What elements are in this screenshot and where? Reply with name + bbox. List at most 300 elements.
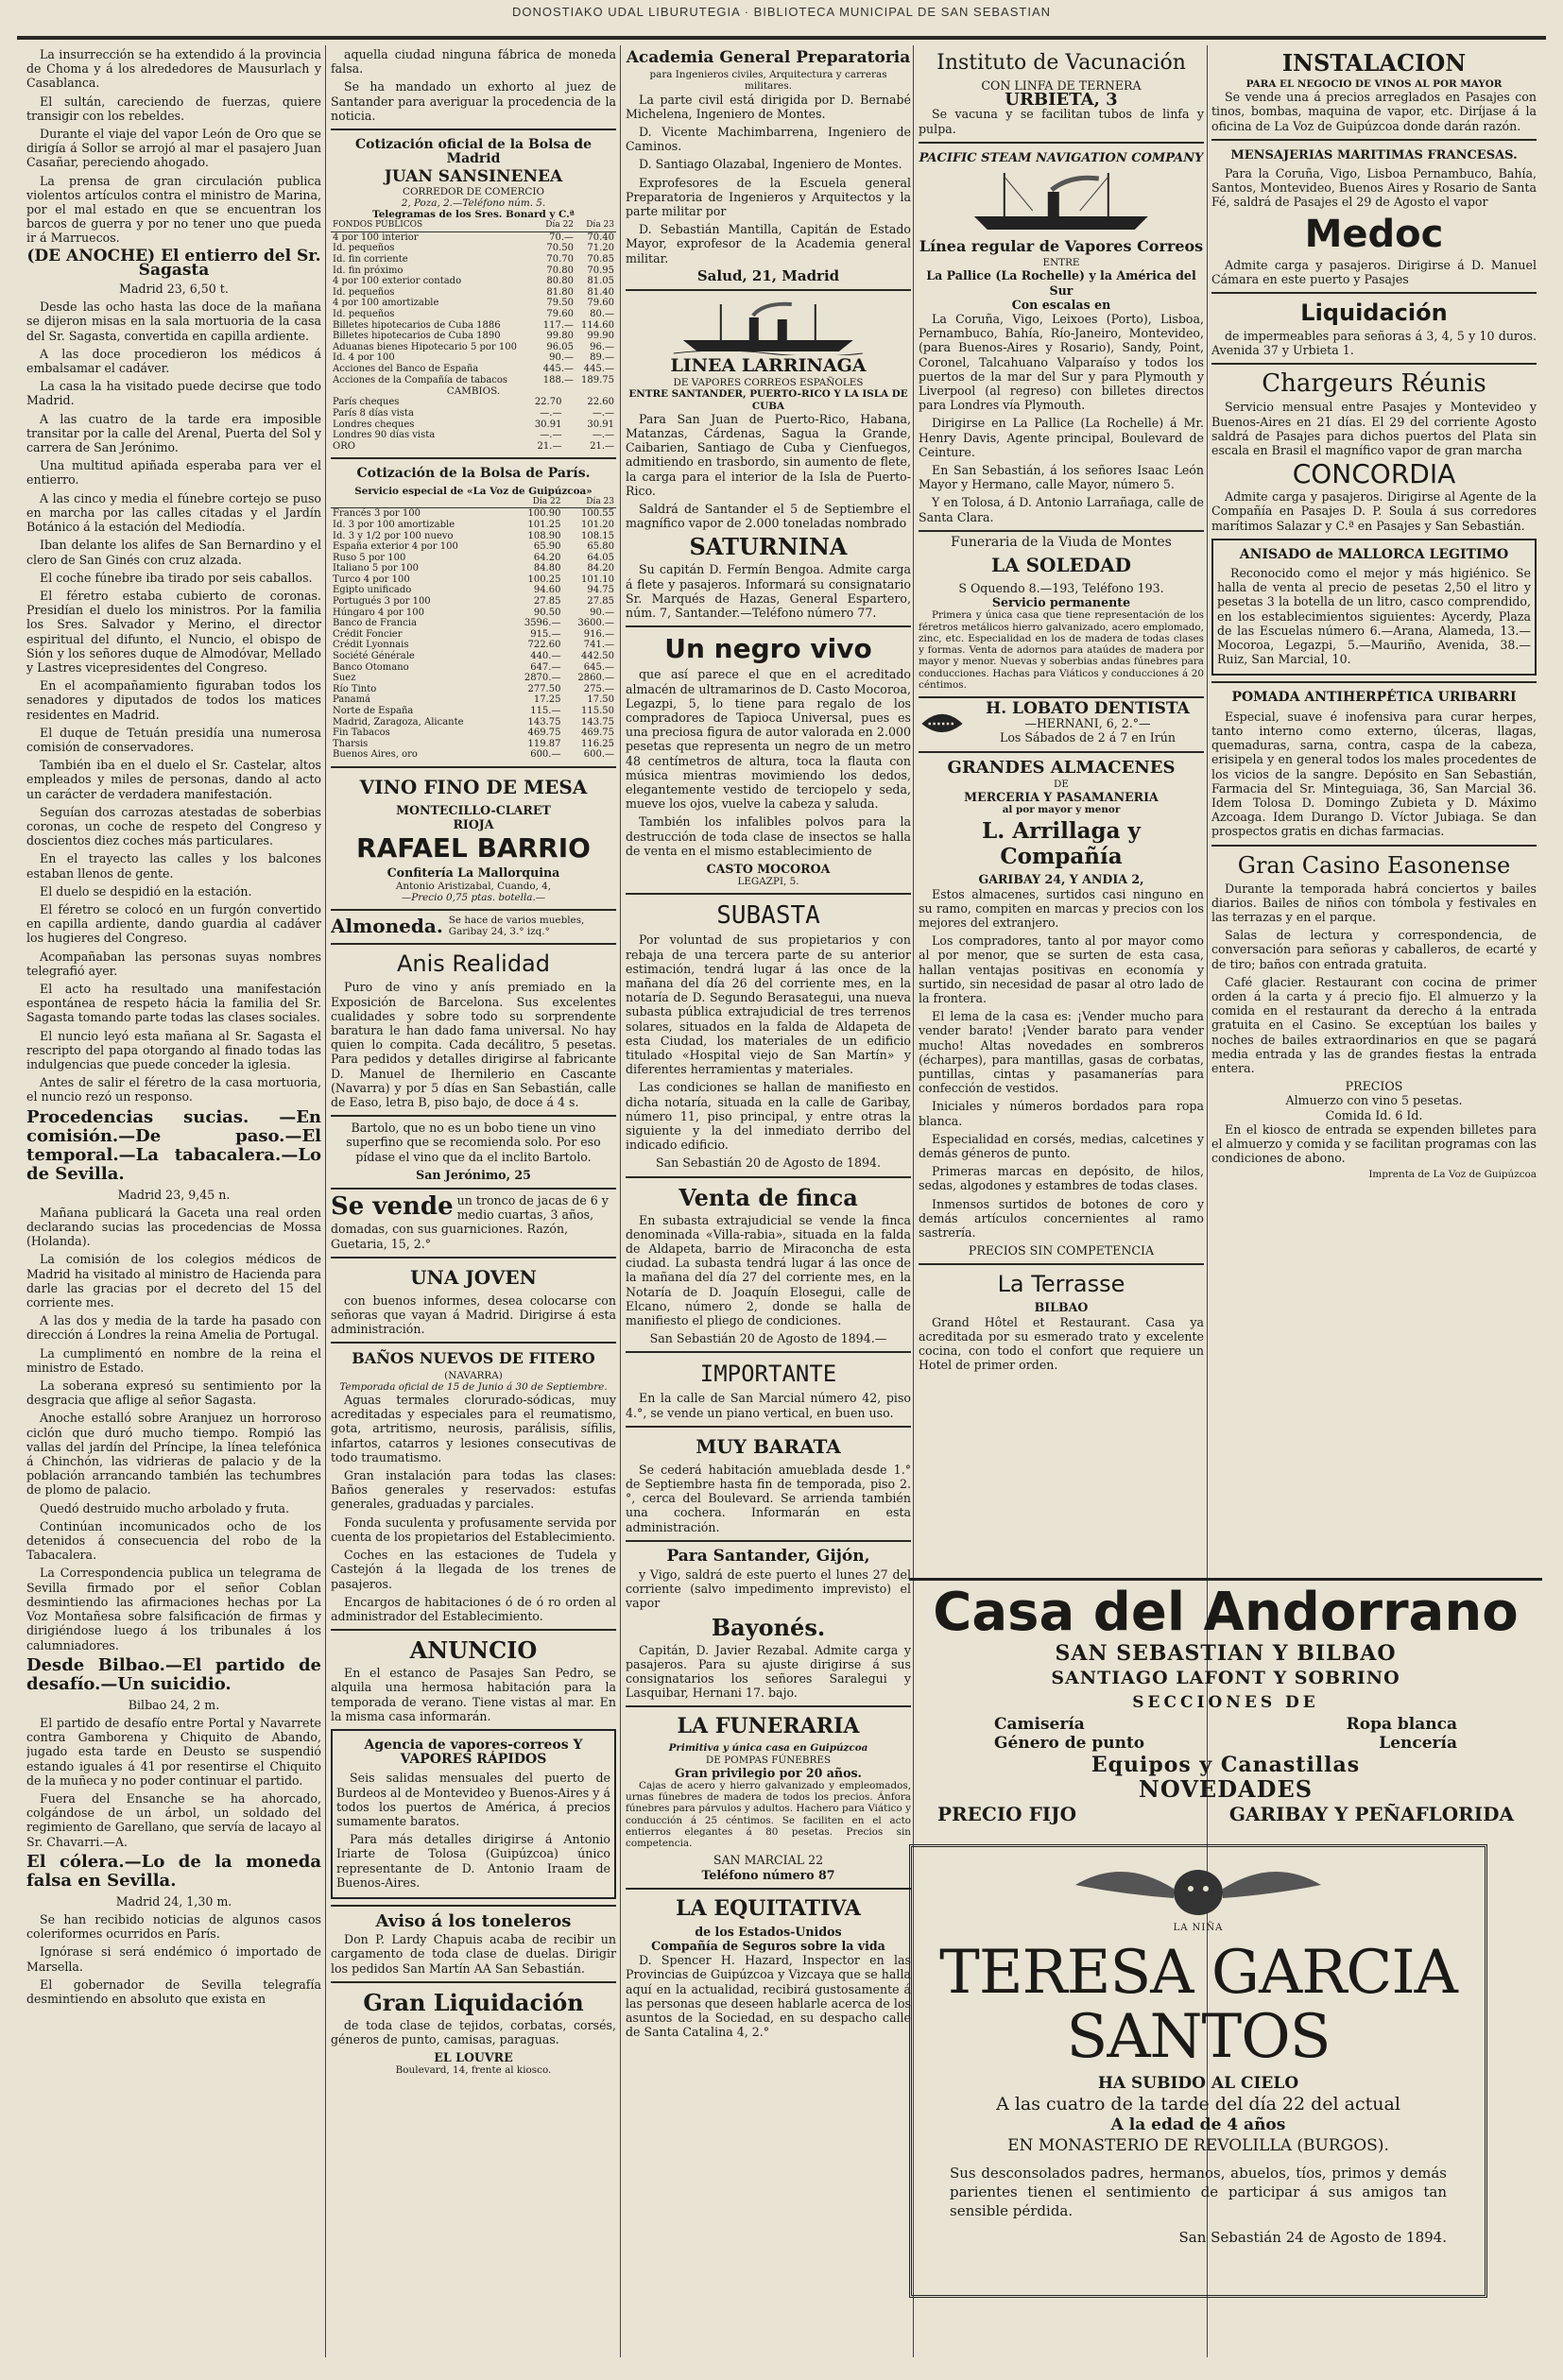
imprint: Imprenta de La Voz de Guipúzcoa [1368, 1169, 1537, 1181]
table-row [331, 254, 616, 265]
ad-subtitle: ENTRE SANTANDER, PUERTO-RICO Y LA ISLA DE CUBA [628, 388, 908, 412]
security-name: Suez [333, 673, 356, 684]
table-header: Día 23 [562, 497, 616, 508]
quote-value: 70.— [549, 231, 575, 243]
ad-text: Por voluntad de sus propietarios y con rebaja de una tercera parte de su anterior estimación, tendrá lugar á las once de la mañana del día 26 del corriente mes, en la notaría de D. Segundo Berasategui, una nueva subasta pública extrajudicial de tres terrenos solares, situados en la falda de Aldapeta de esta Ciudad, los materiales de un edificio titulado «Hospital viejo de San Martín» y diferentes herramientas y materiales. [626, 933, 911, 1077]
dateline: Madrid 23, 6,50 t. [119, 282, 229, 297]
ad-text: Primeras marcas en depósito, de hilos, sedas, algodones y estambres de todas clases. [919, 1164, 1204, 1193]
security-name: 4 por 100 interior [333, 231, 419, 243]
ad-title: RAFAEL BARRIO [356, 832, 591, 865]
security-name: Crédit Lyonnais [333, 640, 409, 651]
quote-value: 21.— [537, 440, 562, 452]
news-paragraph: Fuera del Ensanche se ha ahorcado, colgándose de un árbol, un soldado del regimiento de Garellano, que servía de lacayo al Sr. Chavarri.—A. [26, 1790, 321, 1849]
ad-title: INSTALACION [1281, 49, 1467, 77]
ad-subtitle: Con escalas en [1011, 297, 1111, 312]
ad-text: Grand Hôtel et Restaurant. Casa ya acreditada por su esmerado trato y excelente cocina, con todo el confort que requiere un Hotel de primer orden. [919, 1314, 1204, 1373]
madrid-stock-quotes [331, 128, 616, 452]
sections-row [909, 1715, 1542, 1734]
ad-subtitle: para Ingenieros civiles, Arquitectura y carreras militares. [649, 69, 887, 93]
quote-value: 600.— [530, 749, 561, 761]
ad-subtitle: Equipos y Canastillas [1091, 1753, 1361, 1777]
price-line: Almuerzo con vino 5 pesetas. [1285, 1093, 1463, 1108]
quote-value: 100.55 [581, 508, 614, 520]
table-row [331, 728, 616, 739]
ad-bartolo [331, 1115, 616, 1182]
steamship-illustration [654, 299, 883, 355]
table-row [331, 629, 616, 641]
ad-subtitle: Servicio permanente [991, 595, 1131, 610]
ad-title: UNA JOVEN [410, 1265, 537, 1289]
column-5 [1211, 47, 1537, 1558]
quote-value: —.— [592, 407, 614, 419]
ad-text: Especialidad en corsés, medias, calcetines y demás géneros de punto. [919, 1131, 1204, 1160]
quote-value: 81.80 [546, 286, 575, 298]
ad-se-vende [331, 1188, 616, 1251]
table-row [331, 298, 616, 309]
table-row [331, 352, 616, 364]
ad-title: ANISADO de MALLORCA LEGITIMO [1239, 546, 1509, 562]
notice-line: A las cuatro de la tarde del día 22 del actual [996, 2094, 1400, 2115]
ad-text: También los infalibles polvos para la destrucción de toda clase de insectos se halla de venta en el mismo establecimiento de [626, 814, 911, 858]
ad-text: Fonda suculenta y profusamente servida por cuenta de los propietarios del Establecimiento. [331, 1515, 616, 1544]
ad-liquidacion [1211, 292, 1537, 357]
ad-store: EL LOUVRE [434, 2050, 513, 2065]
security-name: Id. pequeños [333, 243, 395, 254]
quote-value: 21.— [590, 440, 614, 452]
ad-text: Admite carga y pasajeros. Dirigirse á D. Manuel Cámara en este puerto y Pasajes [1211, 257, 1537, 286]
column-divider [620, 45, 621, 2357]
news-headline: Desde Bilbao.—El partido de desafío.—Un suicidio. [26, 1654, 321, 1694]
quote-value: 99.90 [587, 331, 614, 342]
ad-text: Para más detalles dirigirse á Antonio Iriarte de Tolosa (Guipúzcoa) único representante de D. Antonio Iraam de Buenos-Aires. [336, 1832, 610, 1890]
ad-anisado-mallorca [1211, 539, 1537, 676]
ad-text: D. Vicente Machimbarrena, Ingeniero de Caminos. [626, 125, 911, 154]
ad-address: Antonio Aristizabal, Cuando, 4, [395, 880, 552, 892]
ad-text: Dirigirse en La Pallice (La Rochelle) á Mr. Henry Davis, Agente principal, Boulevard de Ceinture. [919, 416, 1204, 459]
ad-text: de toda clase de tejidos, corbatas, corsés, géneros de punto, camisas, paraguas. [331, 2017, 616, 2046]
ad-address: LEGAZPI, 5. [737, 876, 799, 888]
broker-role: CORREDOR DE COMERCIO [403, 185, 544, 197]
ad-address: GARIBAY Y PEÑAFLORIDA [1228, 1803, 1514, 1825]
ad-subtitle: DE POMPAS FÚNEBRES [705, 1754, 832, 1766]
ad-text: La Coruña, Vigo, Leixoes (Porto), Lisboa, Pernambuco, Bahía, Río-Janeiro, Montevideo, (para Buenos-Aires y Rosario), Sandy, Point, Coronel, Talcahuano Valparaíso y todos los puertos de la mar del Sur y para Plymouth y Liverpool (al regreso) con billetes directos para Londres vía Plymouth. [919, 312, 1204, 413]
ad-text: En subasta extrajudicial se vende la finca denominada «Villa-rabia», situada en la falda de Aldapeta, barrio de Miraconcha de esta ciudad. La subasta tendrá lugar á las once de la mañana del día 27 del corriente mes, en la Notaría de D. Joaquín Elosegui, calle de Elcano, número 2, donde se halla de manifiesto el pliego de condiciones. [626, 1212, 911, 1328]
section-item: Lencería [1379, 1734, 1457, 1753]
ad-agencia-vapores [331, 1729, 616, 1899]
ad-text: El lema de la casa es: ¡Vender mucho para vender barato! ¡Vender barato para vender mucho! Altas novedades en sombreros (écharpes), para mantillas, gasas de corbatas, puntillas, cintas y pasamanerías para confección de vestidos. [919, 1009, 1204, 1096]
security-name: Norte de España [333, 706, 414, 716]
ad-toneleros [331, 1905, 616, 1976]
table-row [331, 231, 616, 243]
ad-chargeurs-reunis [1211, 363, 1537, 532]
column-3 [626, 47, 911, 2361]
news-paragraph: Antes de salir el féretro de la casa mortuoria, el nuncio rezó un responso. [26, 1075, 321, 1104]
security-name: París cheques [333, 397, 400, 408]
news-paragraph: Se ha mandado un exhorto al juez de Santander para averiguar la procedencia de la noticia. [331, 79, 616, 123]
ad-text: Seis salidas mensuales del puerto de Burdeos al de Montevideo y Buenos-Aires y á todos los puertos de América, á precios sumamente baratos. [336, 1771, 610, 1828]
security-name: Acciones del Banco de España [333, 363, 479, 374]
quote-value: 117.— [542, 319, 575, 331]
section-item: Ropa blanca [1346, 1715, 1457, 1734]
ad-subtitle: Línea regular de Vapores Correos [919, 237, 1204, 256]
news-paragraph: El duelo se despidió en la estación. [40, 883, 252, 899]
ad-subtitle: de los Estados-Unidos [695, 1924, 842, 1939]
quote-value: 70.80 [546, 265, 575, 276]
news-headline: (DE ANOCHE) El entierro del Sr. Sagasta [26, 246, 321, 280]
news-paragraph: A las cuatro de la tarde era imposible transitar por la calle del Arenal, Puerta del Sol y carrera de San Jerónimo. [26, 411, 321, 455]
ad-date: San Sebastián 20 de Agosto de 1894. [655, 1156, 882, 1171]
ad-venta-finca [626, 1176, 911, 1346]
quote-value: 143.75 [581, 716, 614, 728]
ad-title: PACIFIC STEAM NAVIGATION COMPANY [919, 150, 1204, 165]
news-paragraph: El acto ha resultado una manifestación espontánea de respeto hácia la familia del Sr. Sagasta tomando parte todas las clases sociales. [26, 981, 321, 1025]
steamship-illustration [947, 169, 1176, 235]
ad-pomada [1211, 681, 1537, 838]
ad-text: que así parece el que en el acreditado almacén de ultramarinos de D. Casto Mocoroa, Legazpi, 5, lo tiene para regalo de los compradores de Tapioca Universal, pues es una preciosa figura de autor valorada en 2.000 pesetas que representa un negro de un metro 48 centímetros de altura, toca la flauta con música mientras movimiendo los dedos, elegantemente vestido de terciopelo y seda, mueve los ojos, vuelve la cabeza y saluda. [626, 667, 911, 812]
ad-text: En la calle de San Marcial número 42, piso 4.°, se vende un piano vertical, en buen uso. [626, 1391, 911, 1420]
ad-title: MUY BARATA [696, 1434, 841, 1458]
security-name: Buenos Aires, oro [333, 749, 418, 761]
archive-header: DONOSTIAKO UDAL LIBURUTEGIA · BIBLIOTECA MUNICIPAL DE SAN SEBASTIAN [511, 5, 1052, 19]
exchange-table [331, 397, 616, 452]
security-name: Italiano 5 por 100 [333, 563, 419, 574]
quote-value: 2870.— [524, 673, 561, 684]
ad-subasta [626, 893, 911, 1170]
section-item: Género de punto [994, 1734, 1145, 1753]
security-name: Crédit Foncier [333, 628, 403, 640]
news-paragraph: El sultán, careciendo de fuerzas, quiere transigir con los rebeldes. [26, 94, 321, 123]
ad-text: Aguas termales clorurado-sódicas, muy acreditadas y especiales para el reumatismo, gota, artritismo, neurosis, parálisis, sífilis, infartos, catarros y lesiones consecutivas de todo traumatismo. [331, 1393, 616, 1464]
news-paragraph: Iban delante los alifes de San Bernardino y el clero de San Ginés con cruz alzada. [26, 538, 321, 567]
quote-value: 79.60 [587, 298, 614, 309]
quote-value: 440.— [530, 651, 561, 662]
ad-text: En San Sebastián, á los señores Isaac León Mayor y Hermano, calle Mayor, número 5. [919, 463, 1204, 492]
ad-text: Se hace de varios muebles, Garibay 24, 3.° izq.° [448, 914, 585, 938]
ad-subtitle: BILBAO [1034, 1300, 1089, 1315]
dateline: Madrid 23, 9,45 n. [117, 1187, 231, 1202]
ad-title: La Terrasse [997, 1271, 1125, 1298]
ad-title: Academia General Preparatoria [626, 48, 911, 67]
security-name: Banco Otomano [333, 661, 409, 673]
quote-value: 27.85 [533, 596, 561, 608]
ad-store: CASTO MOCOROA [706, 861, 831, 876]
news-paragraph: El féretro se colocó en un furgón convertido en capilla ardiente, dando guardia al cadáver los hugieres del Congreso. [26, 901, 321, 946]
ad-text: Don P. Lardy Chapuis acaba de recibir un cargamento de toda clase de duelas. Dirigir los pedidos San Martín AA San Sebastián. [331, 1932, 616, 1976]
security-name: Turco 4 por 100 [333, 574, 410, 585]
broker-telegrams: Telegramas de los Sres. Bonard y C.ª [372, 209, 575, 221]
ad-title: LA SOLEDAD [991, 554, 1131, 577]
ad-text: D. Spencer H. Hazard, Inspector en las Provincias de Guipúzcoa y Vizcaya que se halla aquí en la actualidad, recibirá gustosamente á las personas que deseen hablarle acerca de los asuntos de la Sociedad, en su despacho calle de Santa Catalina 4, 2.° [626, 1953, 911, 2040]
news-paragraph: La prensa de gran circulación publica violentos artículos contra el ministro de Marina, por el mal estado en que se encuentran los barcos de guerra y por no tener uno que pueda ir á Marruecos. [26, 173, 321, 246]
ad-text: Gran instalación para todas las clases: Baños generales y reservados: estufas generales, graduadas y parciales. [331, 1468, 616, 1512]
ad-importante [626, 1351, 911, 1419]
ad-text: Y en Tolosa, á D. Antonio Larrañaga, calle de Santa Clara. [919, 495, 1204, 524]
ad-title: Instituto de Vacunación [936, 51, 1186, 75]
ad-text: Durante la temporada habrá conciertos y bailes diarios. Bailes de niños con tómbola y festivales en las terrazas y en el parque. [1211, 881, 1537, 924]
ad-text: En el kiosco de entrada se expenden billetes para el almuerzo y comida y se facilitan programas con las condiciones de abono. [1211, 1122, 1537, 1166]
news-paragraph: La cumplimentó en nombre de la reina el ministro de Estado. [26, 1345, 321, 1375]
security-name: Société Générale [333, 651, 415, 662]
ad-text: Salas de lectura y correspondencia, de conversación para señoras y caballeros, de ecarté y de tiro; baños con entrada gratuita. [1211, 928, 1537, 971]
ad-title: Casa del Andorrano [933, 1582, 1519, 1643]
news-paragraph: Ignórase si será endémico ó importado de Marsella. [26, 1944, 321, 1974]
security-name: España exterior 4 por 100 [333, 541, 458, 553]
ad-text: Reconocido como el mejor y más higiénico. Se halla de venta al precio de pesetas 2,50 el litro y pesetas 3 la botella de un litro, casco comprendido, en los establecimientos siguientes: Aycerdy, Plaza de las Escuelas número 6.—Arana, Alameda, 13.—Mocoroa, Legazpi, 5.—Mauriño, Avenida, 38.—Ruiz, San Marcial, 10. [1217, 566, 1531, 667]
ad-subtitle: Confitería La Mallorquina [386, 865, 560, 881]
ad-text: Admite carga y pasajeros. Dirigirse al Agente de la Compañía en Pasajes D. P. Soula á sus corredores marítimos Salazar y C.ª en Pasajes y San Sebastián. [1211, 489, 1537, 533]
ad-owners: SANTIAGO LAFONT Y SOBRINO [1051, 1668, 1400, 1688]
ad-title: LA FUNERARIA [677, 1714, 860, 1739]
ad-subtitle: (NAVARRA) [444, 1369, 503, 1381]
prices-heading: PRECIOS [1345, 1079, 1403, 1094]
security-name: Aduanas bienes Hipotecario 5 por 100 [333, 341, 517, 352]
table-header: Día 23 [575, 220, 616, 231]
security-name: Id. 3 por 100 amortizable [333, 519, 455, 530]
quote-value: 115.— [530, 706, 561, 716]
ad-subtitle: La Pallice (La Rochelle) y la América del Sur [926, 268, 1196, 298]
ad-text: Primera y única casa que tiene representación de los féretros metálicos hierro galvanizado, acero emplomado, zinc, etc. Especialidad en los de madera de todas clases y formas. Venta de adornos para ataúdes de madera por mayor y menor. Nuevas y soberbias andas fúnebres para conducciones. Hachas para Viáticos y conducciones á 20 céntimos. [919, 609, 1204, 691]
news-paragraph: A las dos y media de la tarde ha pasado con dirección á Londres la reina Amelia de Portugal. [26, 1313, 321, 1343]
table-row [331, 618, 616, 629]
table-row [331, 596, 616, 608]
ad-almoneda [331, 909, 616, 937]
security-name: Id. 3 y 1/2 por 100 nuevo [333, 530, 454, 541]
ad-address: S Oquendo 8.—193, Teléfono 193. [958, 581, 1164, 596]
news-headline: El cólera.—Lo de la moneda falsa en Sevilla. [26, 1851, 321, 1891]
table-row [331, 508, 616, 520]
ad-title: Venta de finca [678, 1183, 858, 1211]
ad-title: VINO FINO DE MESA [359, 775, 588, 798]
quote-value: 96.05 [546, 341, 575, 352]
news-paragraph: En el trayecto las calles y los balcones estaban llenos de gente. [26, 851, 321, 881]
quote-value: 64.20 [533, 552, 561, 563]
notice-line: HA SUBIDO AL CIELO [1097, 2074, 1299, 2093]
ad-anis [331, 943, 616, 1109]
table-row [331, 662, 616, 674]
table-row [331, 309, 616, 320]
ad-address: San Jerónimo, 25 [416, 1167, 531, 1182]
news-paragraph: Anoche estalló sobre Aranjuez un horroroso ciclón que duró mucho tiempo. Rompió las vallas del jardín del Príncipe, la línea telefónica á Chinchón, las vidrieras de palacio y de la población arrancando también las techumbres de plomo de palacio. [26, 1411, 321, 1498]
ad-text: Inmensos surtidos de botones de coro y demás artículos concernientes al ramo sastrería. [919, 1196, 1204, 1240]
price-line: Comida Id. 6 Id. [1325, 1107, 1423, 1122]
ad-text: de impermeables para señoras á 3, 4, 5 y 10 duros. Avenida 37 y Urbieta 1. [1211, 329, 1537, 358]
security-name: Río Tinto [333, 683, 377, 694]
table-row [331, 673, 616, 684]
ad-text: Se vende una á precios arreglados en Pasajes con tinos, bombas, maquina de vapor, etc. Diríjase á la oficina de La Voz de Guipúzcoa donde darán razón. [1211, 90, 1537, 133]
news-paragraph: Desde las ocho hasta las doce de la mañana se dijeron misas en la sala mortuoria de la casa del Sr. Sagasta, convertida en capilla ardiente. [26, 300, 321, 343]
security-name: Id. fin próximo [333, 265, 404, 276]
cambios-heading: CAMBIOS. [446, 385, 501, 398]
quote-value: 71.20 [587, 243, 614, 254]
ad-subtitle: SECCIONES DE [1132, 1693, 1319, 1712]
quote-value: 70.50 [546, 243, 575, 254]
quote-value: 442.50 [581, 651, 614, 662]
ad-muy-barata [626, 1426, 911, 1534]
ad-text: Se cederá habitación amueblada desde 1.° de Septiembre hasta fin de temporada, piso 2.°, cerca del Boulevard. Se arrienda también una cochera. Informarán en esta administración. [626, 1462, 911, 1534]
news-paragraph: Se han recibido noticias de algunos casos coleriformes ocurridos en París. [26, 1911, 321, 1942]
quote-value: 101.10 [581, 574, 614, 585]
ad-linea-larrinaga [626, 289, 911, 620]
ad-subtitle: Los Sábados de 2 á 7 en Irún [999, 730, 1177, 745]
ad-title: POMADA ANTIHERPÉTICA URIBARRI [1231, 690, 1517, 706]
quote-value: 81.40 [587, 286, 614, 298]
ad-subtitle: MONTECILLO-CLARET [396, 802, 551, 817]
ad-gran-casino [1211, 845, 1537, 1181]
quote-value: 647.— [530, 661, 561, 673]
ad-text: Su capitán D. Fermín Bengoa. Admite carga á flete y pasajeros. Informará su consignatario Sr. Marqués de Hazas, General Espartero, núm. 7, Santander.—Teléfono número 77. [626, 562, 911, 621]
quote-value: 89.— [590, 352, 614, 364]
ad-text: y Vigo, saldrá de este puerto el lunes 27 del corriente (salvo impedimento imprevisto) el vapor [626, 1567, 911, 1611]
ad-una-joven [331, 1257, 616, 1337]
quote-value: 30.91 [587, 419, 614, 430]
security-name: Portugués 3 por 100 [333, 596, 431, 608]
quote-value: 70.95 [587, 265, 614, 276]
security-name: Id. pequeños [333, 308, 395, 319]
quote-value: 916.— [583, 628, 614, 640]
ad-text: un tronco de jacas de 6 y medio cuartas, 3 años, domadas, con sus guarniciones. Razón, Guetaria, 15, 2.° [331, 1193, 609, 1251]
quote-value: 99.80 [546, 331, 575, 342]
ad-text: Cajas de acero y hierro galvanizado y empleomados, urnas fúnebres de madera de todos los precios. Ánfora fúnebres para párvulos y adultos. Hachero para Viático y conducción á 25 céntimos. Se faciliten en el acto entierros elegantes á 80 pesetas. Precios sin competencia. [626, 1780, 911, 1850]
ad-subtitle: Gran privilegio por 20 años. [675, 1765, 862, 1780]
ad-instalacion [1211, 50, 1537, 133]
news-paragraph: El coche fúnebre iba tirado por seis caballos. [40, 570, 313, 585]
quote-value: 94.60 [533, 585, 561, 596]
ad-text: Se vacuna y se facilitan tubos de linfa y pulpa. [919, 107, 1204, 136]
ad-title: Funeraria de la Viuda de Montes [951, 534, 1172, 550]
quote-value: 275.— [583, 683, 614, 694]
table-row [331, 243, 616, 254]
ad-text: La parte civil está dirigida por D. Bernabé Michelena, Ingeniero de Montes. [626, 92, 911, 121]
news-paragraph: El nuncio leyó esta mañana al Sr. Sagasta el rescripto del papa otorgando al finado todas las indulgencias que puede conceder la iglesia. [26, 1028, 321, 1071]
ad-casa-andorrano [909, 1578, 1542, 1826]
ad-phone: Teléfono número 87 [701, 1867, 835, 1882]
ad-address: URBIETA, 3 [1005, 90, 1118, 111]
death-notice [909, 1844, 1487, 2298]
quote-value: 94.75 [587, 585, 614, 596]
ad-subtitle: CON LINFA DE TERNERA [981, 78, 1142, 93]
quote-value: 722.60 [527, 640, 561, 651]
column-divider [325, 45, 326, 2357]
section-item: Camisería [994, 1715, 1085, 1734]
quote-value: 27.85 [587, 596, 614, 608]
price-fixed: PRECIO FIJO [937, 1803, 1077, 1825]
security-name: Id. fin corriente [333, 254, 408, 265]
ad-santander-gijon [626, 1540, 911, 1701]
section-title: Cotización de la Bolsa de París. [356, 466, 591, 482]
footer-row [909, 1802, 1542, 1826]
news-paragraph: La soberana expresó su sentimiento por la desgracia que aflige al señor Sagasta. [26, 1378, 321, 1408]
ad-wine [331, 766, 616, 903]
divider [909, 1578, 1542, 1581]
ad-title: ANUNCIO [409, 1636, 538, 1665]
news-paragraph: A las doce procedieron los médicos á embalsamar el cadáver. [26, 346, 321, 376]
column-1-news [26, 47, 321, 2361]
ad-subtitle: ENTRE [1042, 257, 1080, 269]
ad-footer: PRECIOS SIN COMPETENCIA [968, 1243, 1155, 1258]
broker-name: JUAN SANSINENEA [384, 167, 563, 187]
security-name: Francés 3 por 100 [333, 508, 421, 520]
news-paragraph: El féretro estaba cubierto de coronas. Presidían el duelo los ministros. Por la familia los Sres. Salvador y Merino, el director espiritual del difunto, el Nuncio, el obispo de Sión y los señores duque de Almodóvar, Mellado y Lastres vicepresidentes del Congreso. [26, 588, 321, 675]
paris-stock-quotes [331, 457, 616, 761]
quote-value: 115.50 [581, 706, 614, 716]
quote-value: 96.— [590, 341, 614, 352]
quote-value: 84.80 [533, 563, 561, 574]
quote-value: 915.— [530, 628, 561, 640]
news-paragraph: Quedó destruido mucho arbolado y fruta. [40, 1500, 290, 1515]
table-row [331, 541, 616, 553]
ship-name: CONCORDIA [1292, 458, 1456, 490]
ad-title: Para Santander, Gijón, [666, 1546, 870, 1566]
ad-subtitle: DE VAPORES CORREOS ESPAÑOLES [673, 377, 864, 389]
quote-value: 79.50 [546, 298, 575, 309]
ship-name: Bayonés. [711, 1613, 826, 1641]
ad-title: Un negro vivo [664, 633, 872, 665]
quote-value: 100.90 [527, 508, 561, 520]
ad-text: Capitán, D. Javier Rezabal. Admite carga y pasajeros. Para su ajuste dirigirse á sus consignatarios los señores Saralegui y Lasquibar, Hernani 17. bajo. [626, 1642, 911, 1701]
top-rule [17, 36, 1546, 40]
security-name: Id. pequeños [333, 286, 395, 298]
security-name: Panamá [333, 694, 371, 706]
quote-value: 445.— [542, 363, 575, 374]
table-row [331, 553, 616, 564]
ad-title: MENSAJERIAS MARITIMAS FRANCESAS. [1230, 147, 1518, 163]
table-row [331, 694, 616, 706]
table-row [331, 265, 616, 277]
quote-value: 70.40 [587, 231, 614, 243]
quote-value: 17.50 [587, 694, 614, 706]
ad-banos-fitero [331, 1342, 616, 1623]
table-row [331, 342, 616, 353]
table-header: Día 22 [538, 220, 575, 231]
security-name: 4 por 100 amortizable [333, 298, 439, 309]
ad-text: Los compradores, tanto al por mayor como al por menor, que se surten de esta casa, hallan ventajas positivas en economía y surtido, sin necesidad de pasar al otro lado de la frontera. [919, 933, 1204, 1005]
broker-address: 2, Poza, 2.—Teléfono núm. 5. [401, 197, 546, 209]
dateline: Madrid 24, 1,30 m. [115, 1893, 232, 1909]
steamship-icon [947, 169, 1176, 235]
cherub-illustration [1056, 1857, 1340, 1923]
ad-title: Gran Casino Easonense [1237, 851, 1511, 879]
table-row [331, 331, 616, 342]
news-paragraph: Durante el viaje del vapor León de Oro que se dirigía á Sollor se arrojó al mar el pasajero Juan Casañar, pereciendo ahogado. [26, 127, 321, 170]
ad-subtitle: al por mayor y menor [1002, 804, 1121, 816]
ad-text: Exprofesores de la Escuela general Preparatoria de Ingenieros y Arquitectos y la parte militar por [626, 175, 911, 219]
news-paragraph: La casa la ha visitado puede decirse que todo Madrid. [26, 379, 321, 408]
security-name: Acciones de la Compañía de tabacos [333, 374, 508, 385]
security-name: Banco de Francia [333, 618, 417, 629]
ad-subtitle: RIOJA [453, 817, 494, 832]
quote-value: 22.70 [534, 397, 562, 408]
table-row [331, 441, 616, 453]
ad-title: SUBASTA [716, 901, 820, 931]
ad-text: Bartolo, que no es un bobo tiene un vino superfino que se recomienda solo. Por eso pídase el vino que da el inclito Bartolo. [346, 1121, 601, 1164]
ad-title: BAÑOS NUEVOS DE FITERO [352, 1349, 595, 1368]
quote-value: 189.75 [581, 374, 614, 385]
quote-value: 90.— [590, 607, 614, 618]
quote-value: 3600.— [577, 618, 614, 629]
quote-value: 17.25 [533, 694, 561, 706]
news-paragraph: La insurrección se ha extendido á la provincia de Choma y á los alrededores de Mausurlach y Casablanca. [26, 47, 321, 91]
quote-value: 30.91 [534, 419, 562, 430]
quote-value: 188.— [542, 374, 575, 385]
quote-value: 70.70 [546, 254, 575, 265]
security-name: Id. 4 por 100 [333, 352, 395, 364]
ad-text: Especial, suave é inofensiva para curar herpes, tanto interno como externo, úlceras, llagas, quemaduras, sarna, contra, caspa de la cabeza, erisipela y en general todos los males procedentes de los vicios de la sangre. Depósito en San Sebastián, Farmacia del Sr. Minteguiaga, 36, San Marcial 36. Idem Tolosa D. Domingo Zubieta y D. Máximo Azcoaga. Idem Durango D. Víctor Jubiaga. Se dan prospectos gratis en dichas farmacias. [1211, 709, 1537, 839]
quote-value: 84.20 [587, 563, 614, 574]
steamship-icon [654, 299, 883, 355]
quote-value: 143.75 [527, 716, 561, 728]
table-row [331, 749, 616, 761]
quote-value: 119.87 [527, 738, 561, 749]
